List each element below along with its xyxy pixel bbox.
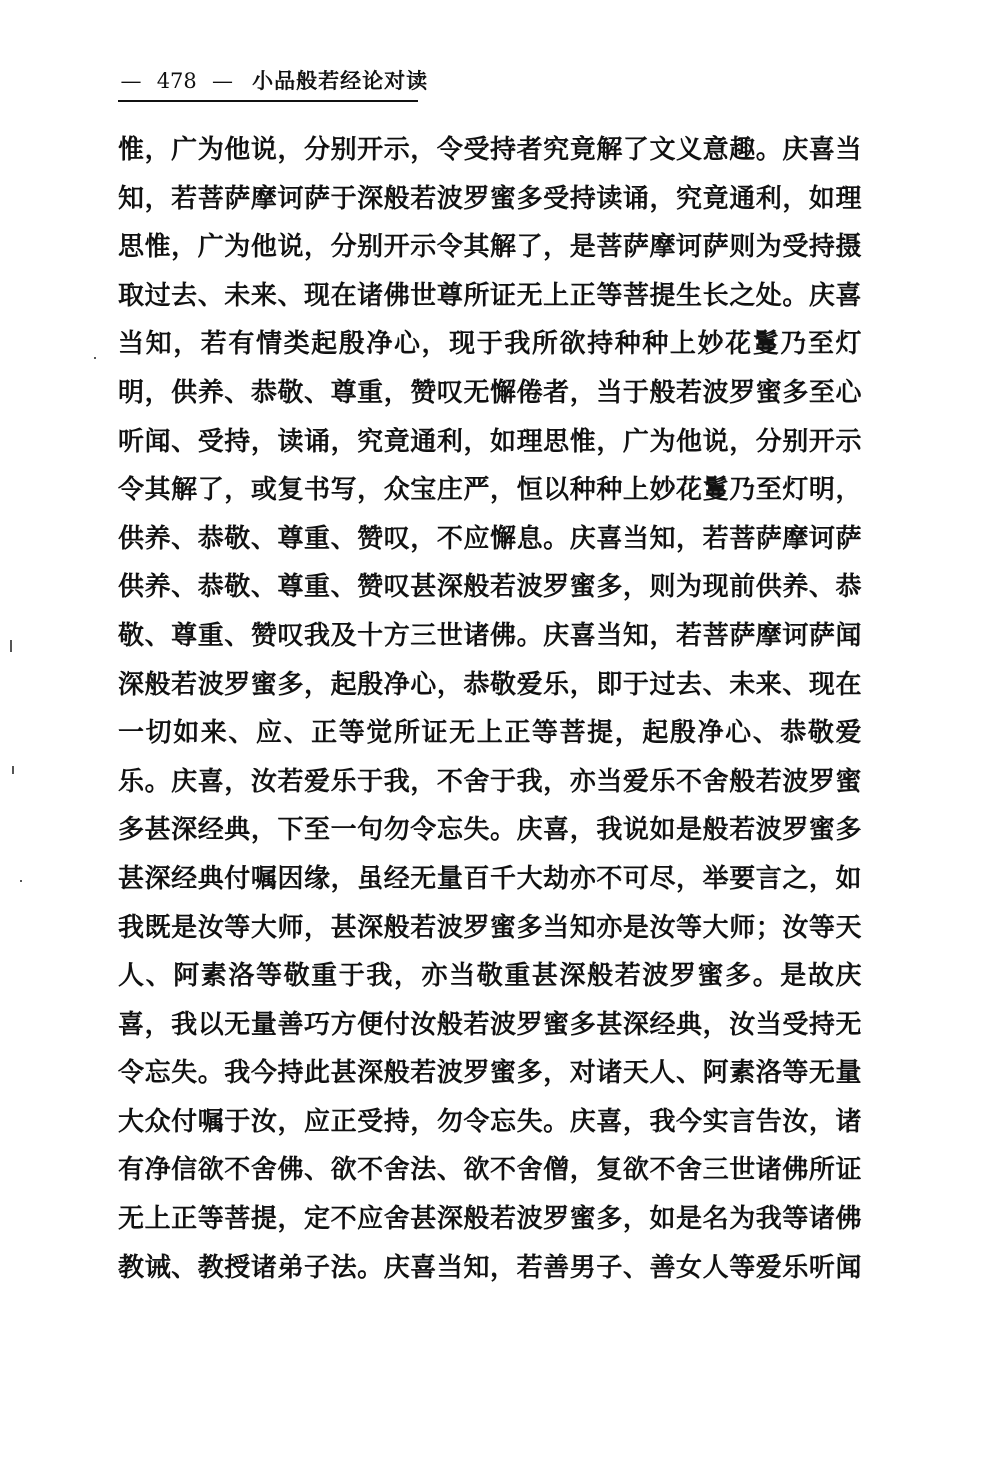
- book-title: 小品般若经论对读: [252, 68, 429, 93]
- running-header: [118, 66, 429, 102]
- text-line: 无上正等菩提，定不应舍甚深般若波罗蜜多，如是名为我等诸佛: [118, 1204, 862, 1235]
- text-line: 供养、恭敬、尊重、赞叹，不应懈息。庆喜当知，若菩萨摩诃萨: [118, 523, 862, 554]
- text-line: 一切如来、应、正等觉所证无上正等菩提，起殷净心、恭敬爱: [118, 718, 862, 749]
- header-dash-left: —: [120, 69, 142, 93]
- text-line: 乐。庆喜，汝若爱乐于我，不舍于我，亦当爱乐不舍般若波罗蜜: [118, 766, 862, 797]
- header-dash-right: —: [211, 69, 233, 93]
- text-line: 我既是汝等大师，甚深般若波罗蜜多当知亦是汝等大师；汝等天: [118, 912, 862, 943]
- body-text: [118, 126, 862, 1292]
- text-line: 深般若波罗蜜多，起殷净心，恭敬爱乐，即于过去、未来、现在: [118, 669, 862, 700]
- text-line: 敬、尊重、赞叹我及十方三世诸佛。庆喜当知，若菩萨摩诃萨闻: [118, 620, 862, 651]
- scan-speck: [12, 766, 14, 774]
- text-line: 明，供养、恭敬、尊重，赞叹无懈倦者，当于般若波罗蜜多至心: [118, 377, 862, 408]
- text-line: 大众付嘱于汝，应正受持，勿令忘失。庆喜，我今实言告汝，诸: [118, 1106, 862, 1137]
- scan-speck: [94, 357, 96, 359]
- text-line: 人、阿素洛等敬重于我，亦当敬重甚深般若波罗蜜多。是故庆: [118, 961, 862, 992]
- page-number: 478: [156, 69, 197, 93]
- scan-speck: [10, 640, 12, 652]
- text-line: 知，若菩萨摩诃萨于深般若波罗蜜多受持读诵，究竟通利，如理: [118, 183, 862, 214]
- text-line: 当知，若有情类起殷净心，现于我所欲持种种上妙花鬘乃至灯: [118, 329, 862, 360]
- text-line: 多甚深经典，下至一句勿令忘失。庆喜，我说如是般若波罗蜜多: [118, 815, 862, 846]
- text-line: 惟，广为他说，分别开示，令受持者究竟解了文义意趣。庆喜当: [118, 135, 862, 165]
- text-line: 令忘失。我今持此甚深般若波罗蜜多，对诸天人、阿素洛等无量: [118, 1058, 862, 1089]
- scan-speck: [20, 880, 22, 882]
- text-line: 取过去、未来、现在诸佛世尊所证无上正等菩提生长之处。庆喜: [118, 280, 862, 311]
- text-line: 令其解了，或复书写，众宝庄严，恒以种种上妙花鬘乃至灯明，: [118, 475, 862, 506]
- text-line: 甚深经典付嘱因缘，虽经无量百千大劫亦不可尽，举要言之，如: [118, 863, 862, 894]
- text-line: 教诫、教授诸弟子法。庆喜当知，若善男子、善女人等爱乐听闻: [118, 1252, 862, 1283]
- text-line: 供养、恭敬、尊重、赞叹甚深般若波罗蜜多，则为现前供养、恭: [118, 572, 862, 603]
- text-line: 听闻、受持，读诵，究竟通利，如理思惟，广为他说，分别开示: [118, 426, 862, 457]
- text-line: 思惟，广为他说，分别开示令其解了，是菩萨摩诃萨则为受持摄: [118, 232, 862, 263]
- text-line: 喜，我以无量善巧方便付汝般若波罗蜜多甚深经典，汝当受持无: [118, 1009, 862, 1040]
- text-line: 有净信欲不舍佛、欲不舍法、欲不舍僧，复欲不舍三世诸佛所证: [118, 1155, 862, 1186]
